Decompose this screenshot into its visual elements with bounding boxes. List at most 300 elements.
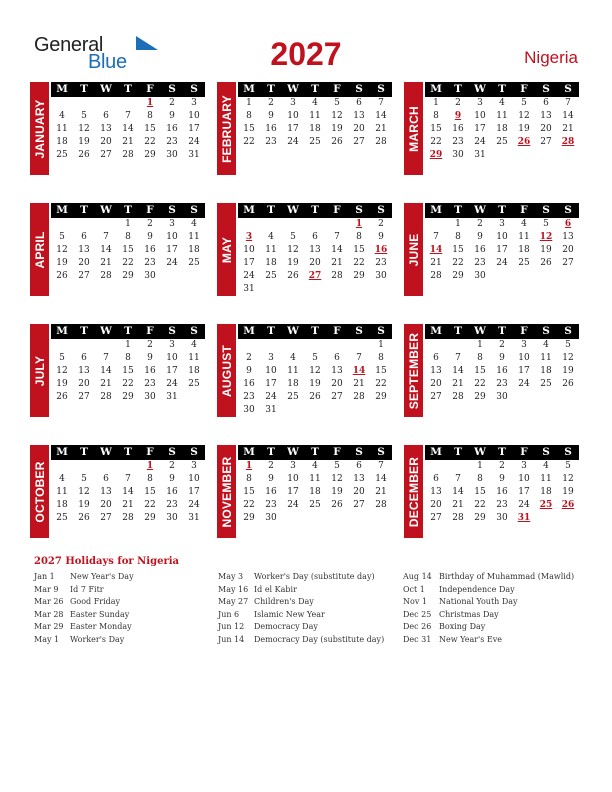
holiday-date-cell: 26 xyxy=(561,500,575,510)
holiday-row xyxy=(403,571,593,584)
date-cell: 26 xyxy=(309,392,321,402)
holiday-row xyxy=(34,609,224,622)
date-cell: 9 xyxy=(169,474,175,484)
weekday-label: W xyxy=(474,325,486,337)
date-cell xyxy=(260,283,282,296)
date-cell: 11 xyxy=(265,245,277,255)
date-cell: 25 xyxy=(309,500,321,510)
date-cell: 5 xyxy=(334,461,340,471)
week-row xyxy=(51,257,205,270)
week-row xyxy=(51,339,205,352)
date-cell: 5 xyxy=(290,232,296,242)
date-cell: 22 xyxy=(122,258,134,268)
date-cell: 6 xyxy=(103,474,109,484)
date-cell: 7 xyxy=(103,232,109,242)
date-cell: 13 xyxy=(309,245,321,255)
weekday-label: M xyxy=(243,325,255,337)
date-cell: 15 xyxy=(243,124,255,134)
weekday-label: F xyxy=(520,446,528,458)
date-cell: 23 xyxy=(496,379,508,389)
date-cell: 15 xyxy=(243,487,255,497)
weekday-label: W xyxy=(100,204,112,216)
date-cell xyxy=(238,218,260,231)
month-days-grid xyxy=(238,203,392,296)
date-cell: 20 xyxy=(100,137,112,147)
weekday-label: T xyxy=(311,325,319,337)
month-label xyxy=(217,445,236,538)
month-june xyxy=(404,203,580,309)
date-cell: 20 xyxy=(430,379,442,389)
date-cell: 19 xyxy=(56,258,68,268)
date-cell: 21 xyxy=(122,500,134,510)
weekday-label: T xyxy=(80,446,88,458)
date-cell: 7 xyxy=(378,98,384,108)
date-cell: 22 xyxy=(122,379,134,389)
date-cell: 10 xyxy=(474,111,486,121)
week-row xyxy=(425,218,579,231)
month-days-grid xyxy=(425,203,579,283)
month-december xyxy=(404,445,580,551)
weekday-label: S xyxy=(542,325,550,337)
date-cell: 23 xyxy=(144,379,156,389)
date-cell: 27 xyxy=(78,271,90,281)
date-cell: 8 xyxy=(246,474,252,484)
month-days-grid xyxy=(238,82,392,149)
date-cell xyxy=(535,391,557,404)
holiday-date: Jan 1 xyxy=(34,572,55,581)
date-cell: 29 xyxy=(144,150,156,160)
week-row xyxy=(51,378,205,391)
date-cell: 14 xyxy=(100,366,112,376)
weekday-label: S xyxy=(377,83,385,95)
week-row xyxy=(238,110,392,123)
month-label xyxy=(404,445,423,538)
date-cell: 18 xyxy=(540,487,552,497)
date-cell: 11 xyxy=(309,474,321,484)
holiday-name: Easter Sunday xyxy=(70,609,130,619)
date-cell: 16 xyxy=(265,487,277,497)
date-cell xyxy=(260,218,282,231)
holiday-row xyxy=(218,634,408,647)
date-cell: 2 xyxy=(246,353,252,363)
date-cell: 6 xyxy=(433,474,439,484)
date-cell: 11 xyxy=(540,353,552,363)
date-cell: 4 xyxy=(312,461,318,471)
weekday-label: T xyxy=(454,204,462,216)
week-row xyxy=(425,149,579,162)
week-row xyxy=(238,136,392,149)
weekday-label: W xyxy=(287,325,299,337)
date-cell: 2 xyxy=(169,461,175,471)
month-may xyxy=(217,203,393,309)
date-cell: 20 xyxy=(78,379,90,389)
week-row xyxy=(51,460,205,473)
month-name: AUGUST xyxy=(219,344,234,397)
week-row xyxy=(51,218,205,231)
week-row xyxy=(51,270,205,283)
weekday-label: T xyxy=(80,83,88,95)
date-cell: 11 xyxy=(540,474,552,484)
date-cell: 11 xyxy=(56,487,68,497)
date-cell: 20 xyxy=(430,500,442,510)
weekday-header xyxy=(425,82,579,97)
date-cell: 12 xyxy=(518,111,530,121)
date-cell: 27 xyxy=(430,392,442,402)
weekday-label: M xyxy=(430,325,442,337)
date-cell: 28 xyxy=(452,392,464,402)
date-cell xyxy=(535,270,557,283)
date-cell: 6 xyxy=(356,98,362,108)
month-days-grid xyxy=(238,445,392,525)
month-label xyxy=(404,324,423,417)
month-name: MARCH xyxy=(406,105,421,152)
holiday-date: Jun 14 xyxy=(218,634,245,644)
date-cell: 30 xyxy=(452,150,464,160)
week-row xyxy=(238,270,392,283)
date-cell: 22 xyxy=(243,500,255,510)
date-cell: 8 xyxy=(125,232,131,242)
month-name: SEPTEMBER xyxy=(406,332,421,409)
holiday-name: Birthday of Muhammad (Mawlid) xyxy=(439,572,575,581)
logo-text-general: General xyxy=(34,34,104,56)
month-label xyxy=(30,324,49,417)
date-cell: 27 xyxy=(540,137,552,147)
weekday-header xyxy=(51,203,205,218)
holiday-row xyxy=(34,584,224,597)
date-cell: 23 xyxy=(375,258,387,268)
holiday-row xyxy=(34,571,224,584)
date-cell: 19 xyxy=(562,366,574,376)
date-cell: 2 xyxy=(455,98,461,108)
week-row xyxy=(425,391,579,404)
weekday-label: F xyxy=(146,325,154,337)
date-cell: 13 xyxy=(430,487,442,497)
date-cell: 18 xyxy=(188,245,200,255)
date-cell: 26 xyxy=(56,392,68,402)
week-row xyxy=(238,283,392,296)
date-cell: 17 xyxy=(243,258,255,268)
date-cell: 15 xyxy=(144,124,156,134)
weekday-label: S xyxy=(355,204,363,216)
date-cell: 21 xyxy=(562,124,574,134)
weekday-label: M xyxy=(56,83,68,95)
date-cell: 22 xyxy=(144,500,156,510)
date-cell: 31 xyxy=(474,150,486,160)
weekday-label: M xyxy=(56,446,68,458)
week-row xyxy=(238,404,392,417)
date-cell: 2 xyxy=(147,219,153,229)
date-cell: 20 xyxy=(100,500,112,510)
date-cell: 24 xyxy=(166,258,178,268)
holidays-title: 2027 Holidays for Nigeria xyxy=(34,556,179,567)
date-cell: 25 xyxy=(188,258,200,268)
holiday-name: Easter Monday xyxy=(70,622,132,632)
date-cell: 10 xyxy=(518,474,530,484)
date-cell: 18 xyxy=(265,258,277,268)
weekday-label: S xyxy=(564,446,572,458)
date-cell: 5 xyxy=(521,98,527,108)
date-cell: 9 xyxy=(378,232,384,242)
month-july xyxy=(30,324,206,430)
date-cell: 18 xyxy=(287,379,299,389)
date-cell: 7 xyxy=(356,353,362,363)
weekday-label: M xyxy=(56,325,68,337)
holiday-column xyxy=(34,571,224,647)
weekday-label: T xyxy=(267,325,275,337)
date-cell xyxy=(304,218,326,231)
date-cell xyxy=(557,149,579,162)
date-cell: 31 xyxy=(243,284,255,294)
date-cell: 1 xyxy=(455,219,461,229)
date-cell: 5 xyxy=(312,353,318,363)
weekday-label: T xyxy=(311,204,319,216)
date-cell: 12 xyxy=(78,124,90,134)
date-cell: 19 xyxy=(331,124,343,134)
date-cell: 12 xyxy=(331,474,343,484)
date-cell: 29 xyxy=(353,271,365,281)
week-row xyxy=(425,460,579,473)
date-cell: 4 xyxy=(268,232,274,242)
date-cell: 9 xyxy=(246,366,252,376)
date-cell xyxy=(447,460,469,473)
holiday-date: Dec 25 xyxy=(403,609,432,619)
month-name: OCTOBER xyxy=(32,460,47,523)
holiday-row xyxy=(34,634,224,647)
weekday-label: S xyxy=(168,204,176,216)
date-cell: 8 xyxy=(477,353,483,363)
date-cell: 19 xyxy=(540,245,552,255)
date-cell: 20 xyxy=(353,487,365,497)
week-row xyxy=(238,231,392,244)
date-cell: 29 xyxy=(122,392,134,402)
date-cell: 15 xyxy=(122,245,134,255)
weekday-label: F xyxy=(146,83,154,95)
date-cell: 3 xyxy=(169,219,175,229)
weekday-label: T xyxy=(311,446,319,458)
date-cell: 29 xyxy=(474,513,486,523)
date-cell xyxy=(535,512,557,525)
date-cell: 19 xyxy=(309,379,321,389)
date-cell: 10 xyxy=(265,366,277,376)
month-name: JULY xyxy=(32,355,47,386)
date-cell: 9 xyxy=(147,232,153,242)
date-cell: 18 xyxy=(56,500,68,510)
month-label xyxy=(404,82,423,175)
date-cell: 21 xyxy=(331,258,343,268)
weekday-label: S xyxy=(377,204,385,216)
week-row xyxy=(51,512,205,525)
week-row xyxy=(425,473,579,486)
date-cell: 19 xyxy=(78,137,90,147)
holiday-name: Christmas Day xyxy=(439,609,499,619)
month-days-grid xyxy=(51,445,205,525)
holiday-date-cell: 27 xyxy=(308,271,322,281)
date-cell: 21 xyxy=(430,258,442,268)
weekday-label: T xyxy=(498,83,506,95)
weekday-label: T xyxy=(498,446,506,458)
date-cell: 17 xyxy=(166,245,178,255)
date-cell: 28 xyxy=(353,392,365,402)
date-cell: 20 xyxy=(562,245,574,255)
weekday-label: F xyxy=(146,204,154,216)
date-cell: 7 xyxy=(433,232,439,242)
date-cell xyxy=(557,270,579,283)
date-cell: 29 xyxy=(243,513,255,523)
date-cell: 17 xyxy=(518,366,530,376)
month-march xyxy=(404,82,580,188)
date-cell xyxy=(304,339,326,352)
date-cell xyxy=(73,339,95,352)
date-cell: 30 xyxy=(474,271,486,281)
weekday-label: M xyxy=(430,83,442,95)
weekday-label: S xyxy=(542,446,550,458)
date-cell xyxy=(557,512,579,525)
date-cell: 12 xyxy=(287,245,299,255)
date-cell: 17 xyxy=(287,487,299,497)
date-cell xyxy=(183,391,205,404)
date-cell: 23 xyxy=(496,500,508,510)
weekday-label: S xyxy=(168,446,176,458)
date-cell: 19 xyxy=(56,379,68,389)
weekday-label: T xyxy=(124,325,132,337)
holiday-row xyxy=(403,621,593,634)
weekday-label: F xyxy=(333,83,341,95)
weekday-label: T xyxy=(454,325,462,337)
month-name: APRIL xyxy=(32,231,47,268)
date-cell xyxy=(282,404,304,417)
holiday-date: Mar 26 xyxy=(34,597,64,607)
date-cell: 18 xyxy=(309,487,321,497)
date-cell: 3 xyxy=(499,219,505,229)
date-cell: 16 xyxy=(144,366,156,376)
date-cell: 31 xyxy=(265,405,277,415)
month-november xyxy=(217,445,393,551)
month-january xyxy=(30,82,206,188)
date-cell xyxy=(491,149,513,162)
date-cell: 22 xyxy=(243,137,255,147)
holiday-date-cell: 1 xyxy=(146,461,154,471)
date-cell: 23 xyxy=(452,137,464,147)
holiday-row xyxy=(218,584,408,597)
date-cell: 13 xyxy=(100,487,112,497)
date-cell: 16 xyxy=(496,366,508,376)
week-row xyxy=(238,339,392,352)
date-cell: 12 xyxy=(309,366,321,376)
date-cell xyxy=(304,512,326,525)
holiday-date-cell: 26 xyxy=(517,137,531,147)
date-cell xyxy=(95,97,117,110)
weekday-label: T xyxy=(454,83,462,95)
month-label xyxy=(404,203,423,296)
date-cell: 14 xyxy=(375,111,387,121)
month-name: DECEMBER xyxy=(406,456,421,527)
date-cell: 25 xyxy=(56,513,68,523)
holiday-date-cell: 31 xyxy=(517,513,531,523)
week-row xyxy=(425,486,579,499)
weekday-header xyxy=(425,203,579,218)
date-cell: 12 xyxy=(56,245,68,255)
date-cell: 20 xyxy=(331,379,343,389)
date-cell: 14 xyxy=(331,245,343,255)
weekday-label: W xyxy=(287,83,299,95)
date-cell: 25 xyxy=(265,271,277,281)
date-cell: 7 xyxy=(334,232,340,242)
holiday-name: Id 7 Fitr xyxy=(70,584,104,594)
holiday-date: Dec 31 xyxy=(403,634,432,644)
date-cell xyxy=(535,149,557,162)
weekday-header xyxy=(238,82,392,97)
date-cell: 18 xyxy=(540,366,552,376)
holiday-date-cell: 9 xyxy=(454,111,462,121)
weekday-label: S xyxy=(377,446,385,458)
holiday-date: Mar 9 xyxy=(34,584,59,594)
weekday-header xyxy=(238,445,392,460)
weekday-label: S xyxy=(168,325,176,337)
date-cell: 14 xyxy=(452,487,464,497)
week-row xyxy=(51,365,205,378)
date-cell: 26 xyxy=(331,500,343,510)
date-cell: 21 xyxy=(353,379,365,389)
date-cell xyxy=(370,512,392,525)
month-days-grid xyxy=(51,324,205,404)
date-cell: 16 xyxy=(166,487,178,497)
weekday-label: T xyxy=(267,204,275,216)
holiday-date: Dec 26 xyxy=(403,622,432,632)
date-cell: 9 xyxy=(499,353,505,363)
holiday-date: Jun 12 xyxy=(218,622,245,632)
holiday-date: Aug 14 xyxy=(403,572,432,581)
week-row xyxy=(238,365,392,378)
week-row xyxy=(51,136,205,149)
date-cell: 2 xyxy=(268,461,274,471)
weekday-label: W xyxy=(474,83,486,95)
date-cell xyxy=(326,218,348,231)
date-cell xyxy=(183,270,205,283)
date-cell: 19 xyxy=(287,258,299,268)
date-cell: 5 xyxy=(81,474,87,484)
date-cell: 10 xyxy=(188,111,200,121)
date-cell: 7 xyxy=(455,474,461,484)
date-cell: 8 xyxy=(356,232,362,242)
month-name: JUNE xyxy=(406,233,421,266)
weekday-label: S xyxy=(355,446,363,458)
week-row xyxy=(425,257,579,270)
date-cell: 3 xyxy=(290,461,296,471)
weekday-label: S xyxy=(190,325,198,337)
date-cell xyxy=(304,283,326,296)
weekday-label: S xyxy=(355,325,363,337)
date-cell: 28 xyxy=(375,137,387,147)
weekday-label: W xyxy=(287,446,299,458)
date-cell: 19 xyxy=(562,487,574,497)
date-cell: 14 xyxy=(122,124,134,134)
holiday-name: New Year's Day xyxy=(70,572,134,581)
weekday-label: F xyxy=(333,446,341,458)
date-cell: 1 xyxy=(433,98,439,108)
weekday-label: W xyxy=(100,325,112,337)
date-cell: 1 xyxy=(125,340,131,350)
date-cell xyxy=(348,512,370,525)
weekday-label: W xyxy=(474,446,486,458)
date-cell: 27 xyxy=(353,500,365,510)
holiday-date: May 27 xyxy=(218,597,249,607)
date-cell xyxy=(73,460,95,473)
holiday-date-cell: 28 xyxy=(561,137,575,147)
date-cell xyxy=(304,404,326,417)
date-cell: 26 xyxy=(56,271,68,281)
date-cell: 3 xyxy=(191,461,197,471)
holiday-date: Mar 28 xyxy=(34,609,64,619)
